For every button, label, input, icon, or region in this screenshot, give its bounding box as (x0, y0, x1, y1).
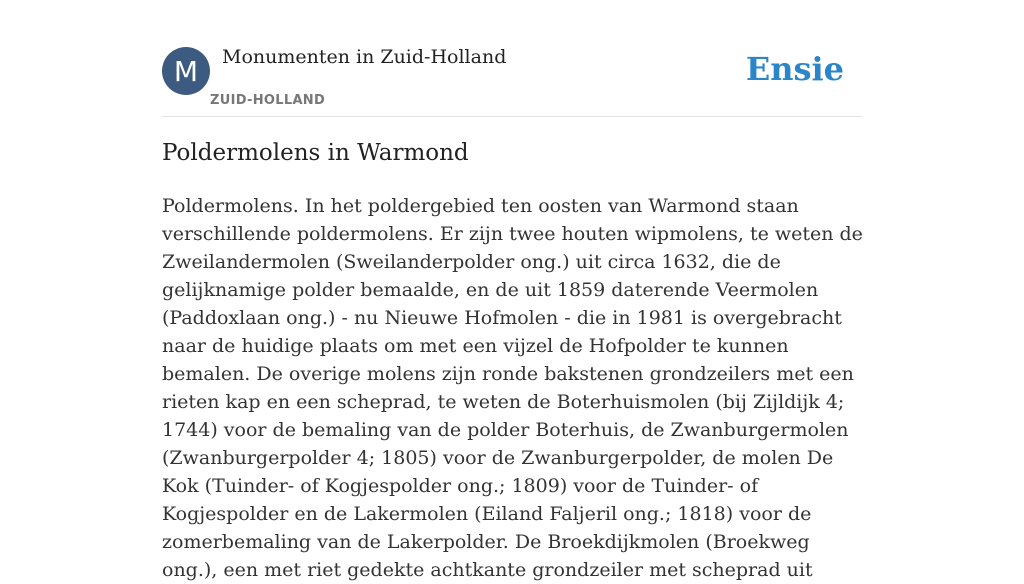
source-name-link[interactable]: Monumenten in Zuid-Holland (222, 46, 507, 68)
page-container (162, 0, 863, 581)
source-avatar[interactable]: M (162, 47, 210, 95)
brand-logo[interactable]: Ensie (745, 50, 844, 88)
article-body: Poldermolens. In het poldergebied ten oosten van Warmond staan verschillende poldermolens. Er zijn twee houten wipmolens, te weten de Zweilandermolen (Sweilanderpolder ong.) uit circa 1632, die de gelijknamige polder bemaalde, en de uit 1859 daterende Veermolen (Paddoxlaan ong.) - nu Nieuwe Hofmolen - die in 1981 is overgebracht naar de huidige plaats om met een vijzel de Hofpolder te kunnen bemalen. De overige molens zijn ronde bakstenen grondzeilers met een rieten kap en een scheprad, te weten de Boterhuismolen (bij Zijldijk 4; 1744) voor de bemaling van de polder Boterhuis, de Zwanburgermolen (Zwanburgerpolder 4; 1805) voor de Zwanburgerpolder, de molen De Kok (Tuinder- of Kogjespolder ong.; 1809) voor de Tuinder- of Kogjespolder en de Lakermolen (Eiland Faljeril ong.; 1818) voor de zomerbemaling van de Lakerpolder. De Broekdijkmolen (Broekweg ong.), een met riet gedekte achtkante grondzeiler met scheprad uit (162, 195, 863, 581)
article-header (162, 0, 862, 117)
category-link[interactable]: ZUID-HOLLAND (210, 93, 326, 108)
article-title: Poldermolens in Warmond (162, 140, 469, 166)
